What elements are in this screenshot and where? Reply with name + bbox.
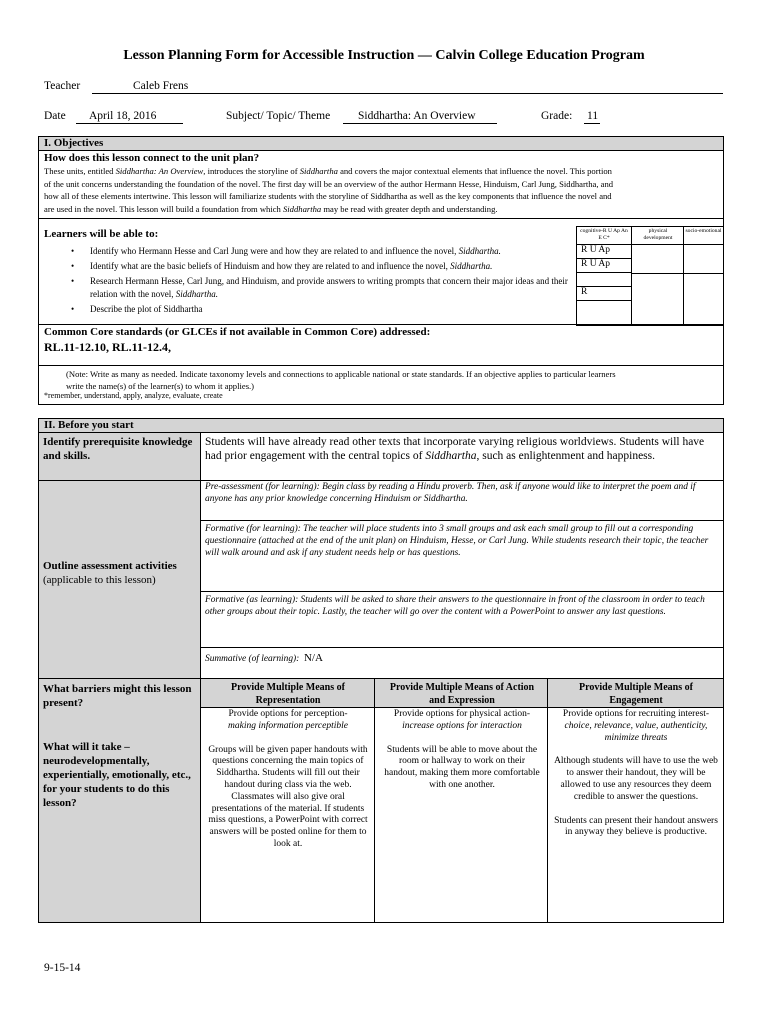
assessment-sublabel: (applicable to this lesson) [43,574,156,586]
date-label: Date [44,110,66,122]
formative-as-cell [200,591,724,648]
udl-header-action: Provide Multiple Means of Action and Expression [374,678,548,708]
divider [38,218,724,219]
formative-for-learning: Formative (for learning): The teacher will place students into 3 small groups and ask each small group to fill out a corresponding questionnaire (attached at the end of the unit plan) on Hinduism, Hesse, or Carl Jung. While students research their topic, the teacher will walk around and ask if any student needs help or has questions. [205,524,709,558]
teacher-name: Caleb Frens [133,80,189,92]
udl-cell-engagement: Provide options for recruiting interest- choice, relevance, value, authenticity, minimize threats Although students will have to use the web to answer their handout, they will be allowed to use any resources they deem credible to answer the questions. Students can present their handout answers in anyway they believe is productive. [547,707,724,923]
subject-label: Subject/ Topic/ Theme [226,110,331,122]
note-line-1: (Note: Write as many as needed. Indicate taxonomy levels and connections to applicable national or state standards. If an objective applies to particular learners [66,369,616,379]
formative-for-cell [200,520,724,592]
unit-question: How does this lesson connect to the unit plan? [44,152,260,164]
date-underline [76,123,183,124]
udl-header-engagement: Provide Multiple Means of Engagement [547,678,724,708]
subject-value: Siddhartha: An Overview [358,110,476,122]
domain-grid [576,226,724,326]
formative-as-learning: Formative (as learning): Students will be asked to share their answers to the questionnaire in front of the classroom in order to teach other groups about their topic. Lastly, the teacher will go over the content with a PowerPoint to answer any last questions. [205,595,705,617]
objective-list [44,245,572,316]
physical-header: physical development [643,228,673,241]
subject-underline [343,123,497,124]
objective-item: • Identify who Hermann Hesse and Carl Jung were and how they are related to and influence the novel, Siddhartha. [44,245,572,258]
common-core-heading: Common Core standards (or GLCEs if not available in Common Core) addressed: [44,326,431,338]
teacher-underline [92,93,723,94]
objectives-heading-bar [38,136,724,151]
summative-label: Summative (of learning): [205,654,300,664]
before-heading: II. Before you start [44,419,134,431]
barriers-question: What barriers might this lesson present? [43,683,192,709]
udl-header-representation: Provide Multiple Means of Representation [200,678,375,708]
divider [38,324,724,325]
pre-assessment: Pre-assessment (for learning): Begin class by reading a Hindu proverb. Then, ask if anyone would like to interpret the poem and if anyone has any prior knowledge concerning Hinduism or Siddhartha. [205,482,696,504]
prereq-cell [200,432,724,481]
taxonomy-note: *remember, understand, apply, analyze, evaluate, create [44,391,223,400]
grade-underline [584,123,600,124]
summative-value: N/A [303,652,323,664]
learners-heading: Learners will be able to: [44,228,159,240]
udl-cell-action: Provide options for physical action- increase options for interaction Students will be able to move about the room or hallway to work on their handout, making them more comfortable with one another. [374,707,548,923]
divider [38,365,724,366]
summative-cell [200,647,724,679]
level-2: R U Ap [581,259,611,269]
date-value: April 18, 2016 [89,110,157,122]
grade-value: 11 [587,110,599,122]
grade-label: Grade: [541,110,573,122]
socio-emotional-header: socio-emotional [685,228,722,234]
objective-item: • Describe the plot of Siddhartha [44,303,572,316]
cognitive-header: cognitive-R U Ap An E C* [580,228,628,241]
common-core-value: RL.11-12.10, RL.11-12.4, [44,340,172,354]
pre-assessment-cell [200,480,724,521]
assessment-label-cell [38,480,201,679]
prereq-text: Students will have already read other texts that incorporate varying religious worldviews. Students will have had prior engagement with the central topics of Siddhartha, such as enlightenment and happiness. [205,436,705,462]
prereq-label-cell [38,432,201,481]
objective-item: • Research Hermann Hesse, Carl Jung, and Hinduism, and provide answers to writing prompts that concern their major ideas and their relation with the novel, Siddhartha. [44,275,572,301]
level-3: R [581,287,588,297]
udl-cell-representation: Provide options for perception- making information perceptible Groups will be given paper handouts with questions concerning the main topics of Siddhartha. Students will fill out their handout during class via the web. Classmates will also give oral presentations of the material. If students miss questions, a PowerPoint with correct answers will be posted online for them to look at. [200,707,375,923]
barriers-label-cell [38,678,201,923]
objectives-heading: I. Objectives [44,137,104,149]
what-will-it-take-question: What will it take – neurodevelopmentally, experientially, emotionally, etc., for your students to do this lesson? [43,741,191,809]
assessment-label: Outline assessment activities [43,560,177,572]
before-heading-bar [38,418,724,433]
prereq-label: Identify prerequisite knowledge and skills. [43,436,193,462]
level-1: R U Ap [581,245,611,255]
footer-version: 9-15-14 [44,962,81,974]
objective-item: • Identify what are the basic beliefs of Hinduism and how they are related to and influence the novel, Siddhartha. [44,260,572,273]
unit-connection-text: These units, entitled Siddhartha: An Overview, introduces the storyline of Siddhartha and covers the major contextual elements that influence the novel. This portion of the unit concerns understanding the foundation of the novel. The first day will be an overview of the author Hermann Hesse, Hinduism, Carl Jung, Siddhartha, and how all of these elements intertwine. This lesson will familiarize students with the storyline of Siddhartha as well as the key components that influence the novel and are used in the novel. This lesson will build a foundation from which Siddhartha may be read with greater depth and understanding. [44,166,614,214]
document-title: Lesson Planning Form for Accessible Instruction — Calvin College Education Program [123,48,645,63]
teacher-label: Teacher [44,80,81,92]
note-line-2: write the name(s) of the learner(s) to whom it applies.) [66,381,255,391]
